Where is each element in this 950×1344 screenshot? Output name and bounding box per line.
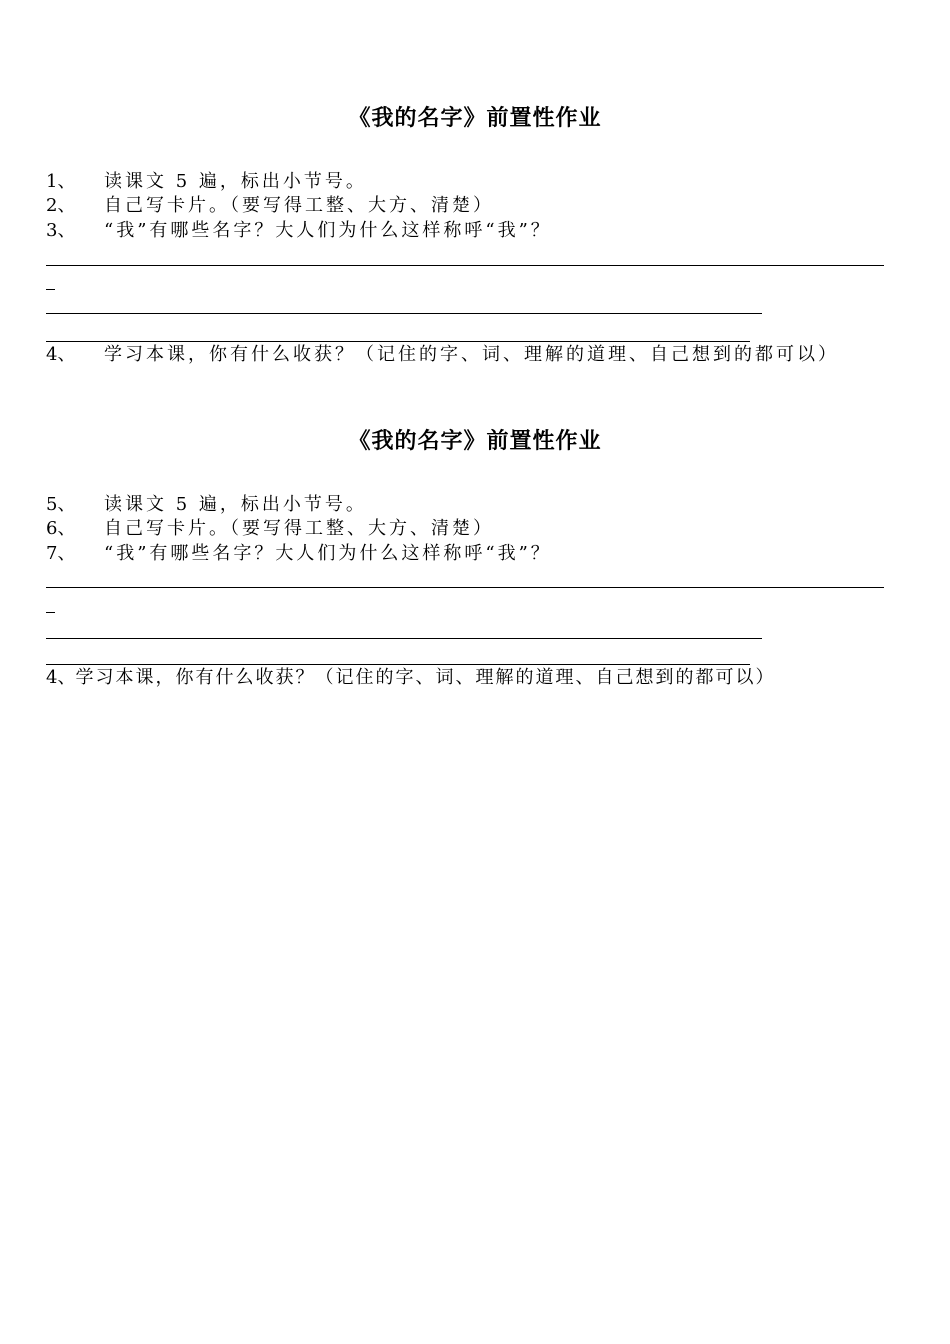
question-7: [46, 542, 552, 566]
question-6: [46, 517, 494, 541]
question-number: 7、: [46, 543, 76, 564]
answer-line-dash: [46, 289, 55, 290]
answer-line: [46, 313, 762, 314]
question-number: 4、: [46, 667, 76, 688]
question-3: [46, 219, 552, 243]
question-5: [46, 493, 367, 517]
answer-line: [46, 664, 750, 665]
question-text: 读课文 5 遍，标出小节号。: [104, 171, 367, 192]
question-text: 读课文 5 遍，标出小节号。: [104, 494, 367, 515]
question-number: 5、: [46, 494, 76, 515]
question-1: [46, 170, 367, 194]
question-text: 学习本课，你有什么收获？（记住的字、词、理解的道理、自己想到的都可以）: [104, 344, 839, 365]
answer-line: [46, 341, 750, 342]
answer-line-dash: [46, 612, 55, 613]
worksheet-title: 《我的名字》前置性作业: [348, 106, 602, 131]
question-8: [46, 666, 775, 690]
question-text: 自己写卡片。（要写得工整、大方、清楚）: [104, 518, 494, 539]
question-4: [46, 343, 839, 367]
question-text: 自己写卡片。（要写得工整、大方、清楚）: [104, 195, 494, 216]
question-number: 4、: [46, 344, 76, 365]
answer-line: [46, 638, 762, 639]
worksheet-title: 《我的名字》前置性作业: [348, 429, 602, 454]
answer-line: [46, 265, 884, 266]
question-text: 学习本课，你有什么收获？（记住的字、词、理解的道理、自己想到的都可以）: [75, 667, 776, 688]
question-text: “我”有哪些名字？大人们为什么这样称呼“我”？: [104, 543, 552, 564]
question-number: 1、: [46, 171, 76, 192]
question-2: [46, 194, 494, 218]
question-number: 3、: [46, 220, 76, 241]
question-number: 2、: [46, 195, 76, 216]
question-number: 6、: [46, 518, 76, 539]
question-text: “我”有哪些名字？大人们为什么这样称呼“我”？: [104, 220, 552, 241]
answer-line: [46, 587, 884, 588]
